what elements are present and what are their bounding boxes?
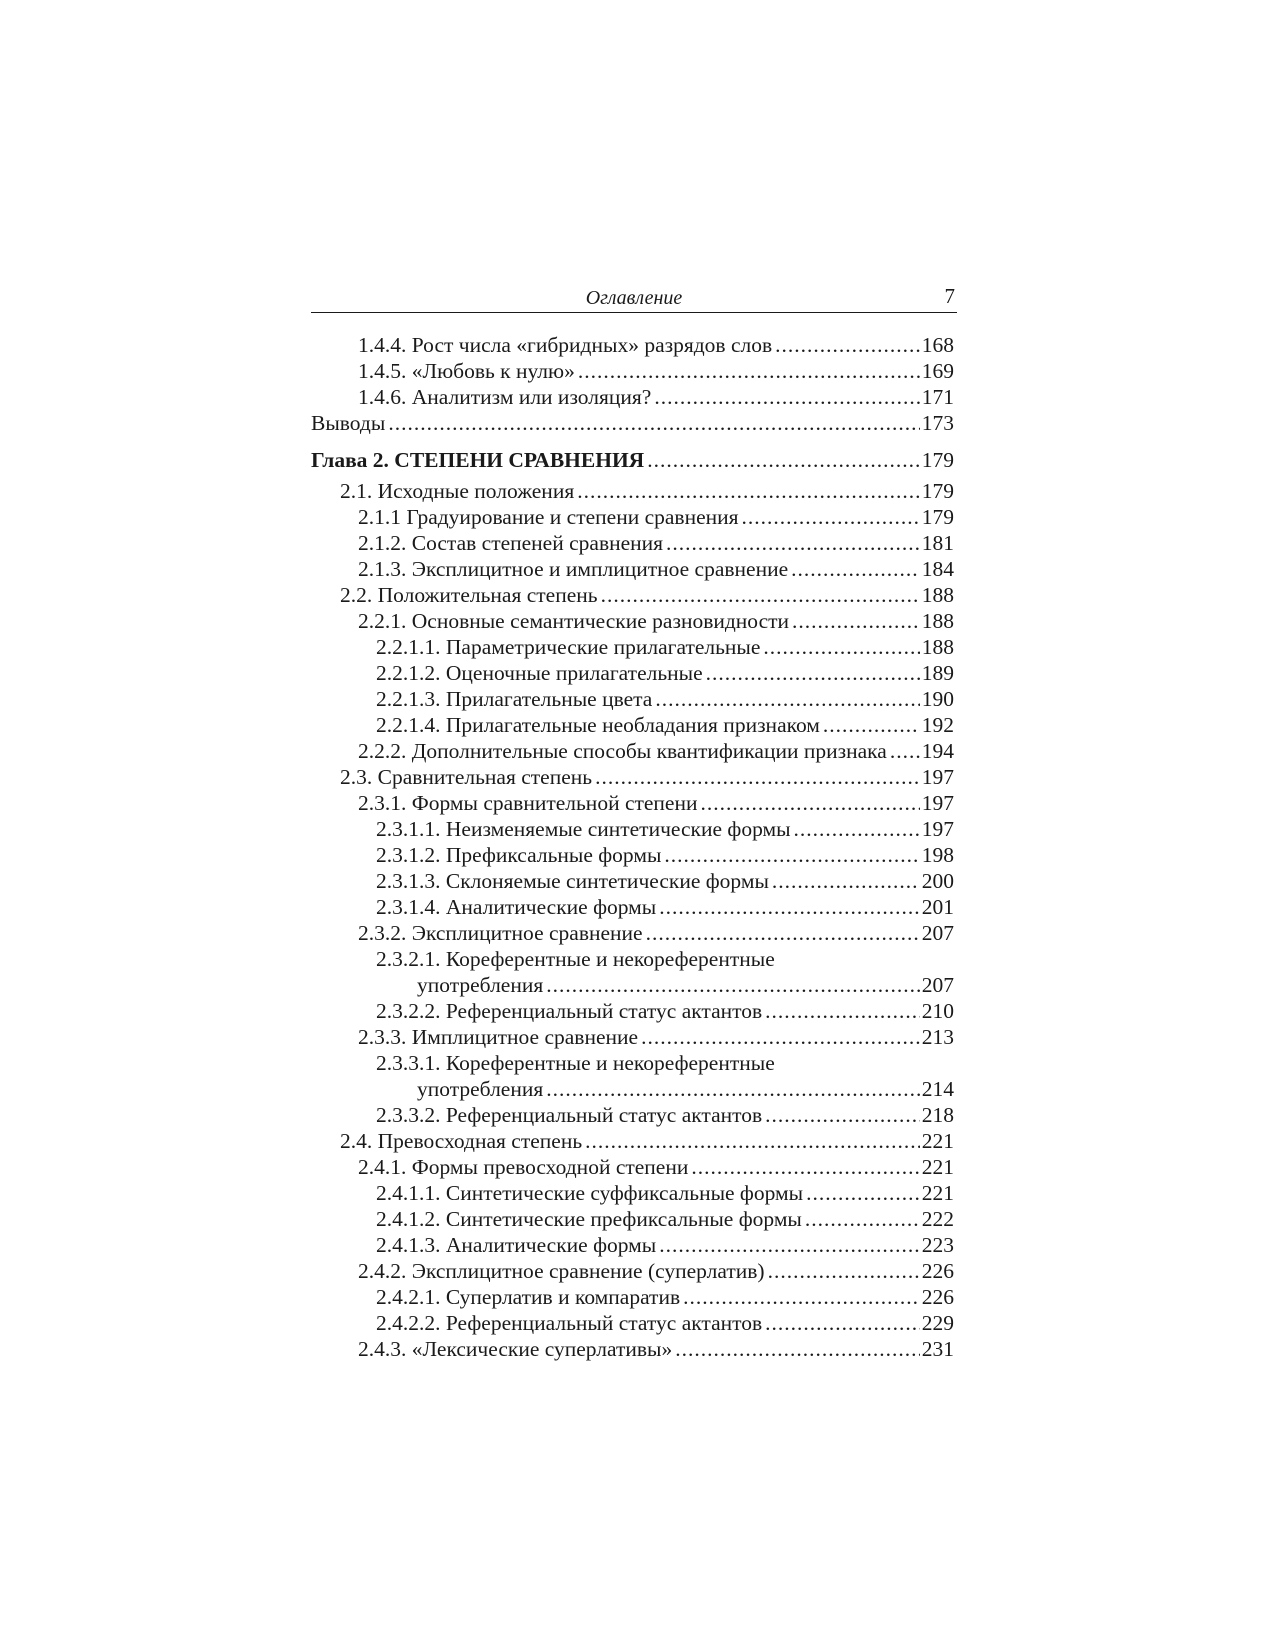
dot-leader (688, 1154, 920, 1180)
dot-leader (638, 1024, 920, 1050)
toc-entry-page: 194 (921, 739, 954, 763)
toc-entry (311, 582, 954, 608)
dot-leader (789, 608, 920, 634)
toc-entry (311, 1050, 954, 1076)
toc-entry (311, 1310, 954, 1336)
toc-entry (311, 660, 954, 686)
toc-entry-page: 229 (921, 1311, 954, 1335)
dot-leader (762, 998, 920, 1024)
dot-leader (803, 1180, 920, 1206)
toc-entry-page: 221 (921, 1155, 954, 1179)
dot-leader (661, 842, 920, 868)
toc-entry (311, 332, 954, 358)
toc-entry-title: Глава 2. СТЕПЕНИ СРАВНЕНИЯ (311, 448, 645, 472)
running-header (311, 282, 957, 313)
toc-entry-title: 2.3.2.1. Кореферентные и некореферентные (376, 947, 775, 971)
toc-entry (311, 998, 954, 1024)
toc-entry (311, 946, 954, 972)
toc-entry (311, 634, 954, 660)
toc-entry-page: 179 (921, 448, 954, 472)
toc-entry-page: 173 (921, 411, 954, 435)
toc-entry-title: 2.3.3.2. Референциальный статус актантов (376, 1103, 763, 1127)
toc-entry-page: 210 (921, 999, 954, 1023)
dot-leader (802, 1206, 920, 1232)
toc-entry (311, 972, 954, 998)
dot-leader (643, 920, 920, 946)
toc-entry (311, 358, 954, 384)
toc-entry-title: Выводы (311, 411, 386, 435)
toc-entry-page: 168 (921, 333, 954, 357)
toc-entry (311, 530, 954, 556)
toc-entry-title: 1.4.5. «Любовь к нулю» (358, 359, 575, 383)
toc-entry-title: 2.4.1.1. Синтетические суффиксальные формы (376, 1181, 804, 1205)
toc-entry-page: 221 (921, 1181, 954, 1205)
dot-leader (680, 1284, 920, 1310)
toc-entry (311, 920, 954, 946)
toc-entry-page: 198 (921, 843, 954, 867)
toc-entry-page: 179 (921, 479, 954, 503)
toc-entry (311, 556, 954, 582)
toc-entry (311, 816, 954, 842)
toc-entry (311, 504, 954, 530)
toc-entry-page: 231 (921, 1337, 954, 1361)
toc-entry (311, 1232, 954, 1258)
toc-entry-title: 2.4.1.2. Синтетические префиксальные формы (376, 1207, 802, 1231)
toc-entry-title: 2.4. Превосходная степень (340, 1129, 583, 1153)
dot-leader (543, 972, 920, 998)
toc-entry (311, 1336, 954, 1362)
toc-entry (311, 447, 954, 473)
toc-entry-title: 2.2.1.3. Прилагательные цвета (376, 687, 653, 711)
toc-entry-page: 223 (921, 1233, 954, 1257)
toc-entry-page: 188 (921, 635, 954, 659)
dot-leader (592, 764, 920, 790)
dot-leader (656, 1232, 920, 1258)
dot-leader (762, 1102, 920, 1128)
toc-entry-page: 214 (921, 1077, 954, 1101)
toc-entry-title: 2.2.1.4. Прилагательные необладания признаком (376, 713, 820, 737)
dot-leader (769, 868, 920, 894)
dot-leader (656, 894, 920, 920)
toc-entry-title: употребления (417, 1077, 544, 1101)
dot-leader (791, 816, 920, 842)
toc-entry-page: 218 (921, 1103, 954, 1127)
toc-entry (311, 410, 954, 436)
toc-entry (311, 384, 954, 410)
toc-entry-page: 188 (921, 609, 954, 633)
toc-entry (311, 1076, 954, 1102)
toc-entry (311, 868, 954, 894)
toc-entry-page: 226 (921, 1259, 954, 1283)
toc-entry-page: 197 (921, 791, 954, 815)
dot-leader (703, 660, 920, 686)
dot-leader (698, 790, 921, 816)
toc-entry-title: 1.4.6. Аналитизм или изоляция? (358, 385, 652, 409)
toc-entry-title: 2.1. Исходные положения (340, 479, 575, 503)
toc-entry-title: 2.1.3. Эксплицитное и имплицитное сравнение (358, 557, 789, 581)
toc-entry (311, 764, 954, 790)
toc-entry-page: 192 (921, 713, 954, 737)
dot-leader (575, 358, 920, 384)
toc-entry-page: 207 (921, 921, 954, 945)
toc-entry-page: 189 (921, 661, 954, 685)
toc-entry (311, 712, 954, 738)
toc-entry-page: 169 (921, 359, 954, 383)
toc-entry-title: 2.4.1. Формы превосходной степени (358, 1155, 689, 1179)
toc-entry (311, 790, 954, 816)
toc-entry-title: 2.2. Положительная степень (340, 583, 598, 607)
dot-leader (574, 478, 920, 504)
toc-entry-page: 226 (921, 1285, 954, 1309)
toc-entry-title: 2.3.3.1. Кореферентные и некореферентные (376, 1051, 775, 1075)
toc-entry-title: 2.3.1.3. Склоняемые синтетические формы (376, 869, 769, 893)
dot-leader (820, 712, 920, 738)
toc-entry-title: 2.2.1.2. Оценочные прилагательные (376, 661, 703, 685)
toc-entry (311, 1206, 954, 1232)
dot-leader (651, 384, 920, 410)
toc-entry-title: 2.2.2. Дополнительные способы квантификации признака (358, 739, 887, 763)
toc-entry-page: 207 (921, 973, 954, 997)
toc-entry-title: 2.3.1.1. Неизменяемые синтетические формы (376, 817, 791, 841)
toc-entry (311, 738, 954, 764)
toc-entry (311, 1180, 954, 1206)
toc-entry-title: 1.4.4. Рост числа «гибридных» разрядов слов (358, 333, 773, 357)
toc-entry (311, 1258, 954, 1284)
toc-entry-title: 2.3. Сравнительная степень (340, 765, 593, 789)
dot-leader (772, 332, 920, 358)
toc-entry-page: 197 (921, 765, 954, 789)
toc-entry-page: 184 (921, 557, 954, 581)
toc-entry-title: 2.2.1. Основные семантические разновидности (358, 609, 790, 633)
header-title: Оглавление (585, 287, 683, 309)
toc-entry-title: 2.4.2. Эксплицитное сравнение (суперлатив) (358, 1259, 765, 1283)
toc-entry-title: 2.3.1. Формы сравнительной степени (358, 791, 698, 815)
dot-leader (543, 1076, 920, 1102)
dot-leader (788, 556, 920, 582)
toc-entry (311, 1284, 954, 1310)
toc-entry-title: 2.4.2.1. Суперлатив и компаратив (376, 1285, 681, 1309)
dot-leader (385, 410, 920, 436)
toc-entry-title: 2.4.2.2. Референциальный статус актантов (376, 1311, 763, 1335)
toc-entry-title: 2.4.1.3. Аналитические формы (376, 1233, 657, 1257)
dot-leader (582, 1128, 920, 1154)
toc-entry (311, 1102, 954, 1128)
toc-entry-title: 2.3.2. Эксплицитное сравнение (358, 921, 643, 945)
toc-entry (311, 478, 954, 504)
page-number: 7 (944, 284, 955, 308)
dot-leader (760, 634, 920, 660)
toc-entry-title: 2.3.2.2. Референциальный статус актантов (376, 999, 763, 1023)
dot-leader (765, 1258, 920, 1284)
table-of-contents (311, 332, 954, 1362)
toc-entry-page: 200 (921, 869, 954, 893)
toc-entry (311, 1024, 954, 1050)
dot-leader (598, 582, 920, 608)
toc-entry-title: 2.3.1.4. Аналитические формы (376, 895, 657, 919)
toc-entry-page: 197 (921, 817, 954, 841)
toc-entry-page: 222 (921, 1207, 954, 1231)
toc-entry (311, 1154, 954, 1180)
toc-entry (311, 608, 954, 634)
dot-leader (663, 530, 920, 556)
toc-entry-page: 190 (921, 687, 954, 711)
toc-entry-page: 171 (921, 385, 954, 409)
dot-leader (762, 1310, 920, 1336)
toc-entry (311, 894, 954, 920)
dot-leader (644, 447, 920, 473)
toc-entry-page: 213 (921, 1025, 954, 1049)
toc-entry-title: 2.3.1.2. Префиксальные формы (376, 843, 662, 867)
toc-entry-title: 2.4.3. «Лексические суперлативы» (358, 1337, 673, 1361)
toc-entry-page: 179 (921, 505, 954, 529)
toc-entry (311, 842, 954, 868)
toc-entry-title: 2.3.3. Имплицитное сравнение (358, 1025, 639, 1049)
dot-leader (739, 504, 920, 530)
dot-leader (672, 1336, 920, 1362)
toc-entry (311, 1128, 954, 1154)
dot-leader (652, 686, 920, 712)
toc-entry-page: 181 (921, 531, 954, 555)
toc-entry-title: употребления (417, 973, 544, 997)
toc-entry-page: 201 (921, 895, 954, 919)
toc-entry-title: 2.1.2. Состав степеней сравнения (358, 531, 664, 555)
dot-leader (887, 738, 920, 764)
toc-entry-page: 221 (921, 1129, 954, 1153)
toc-entry-title: 2.1.1 Градуирование и степени сравнения (358, 505, 739, 529)
toc-entry-title: 2.2.1.1. Параметрические прилагательные (376, 635, 761, 659)
toc-entry-page: 188 (921, 583, 954, 607)
toc-entry (311, 686, 954, 712)
